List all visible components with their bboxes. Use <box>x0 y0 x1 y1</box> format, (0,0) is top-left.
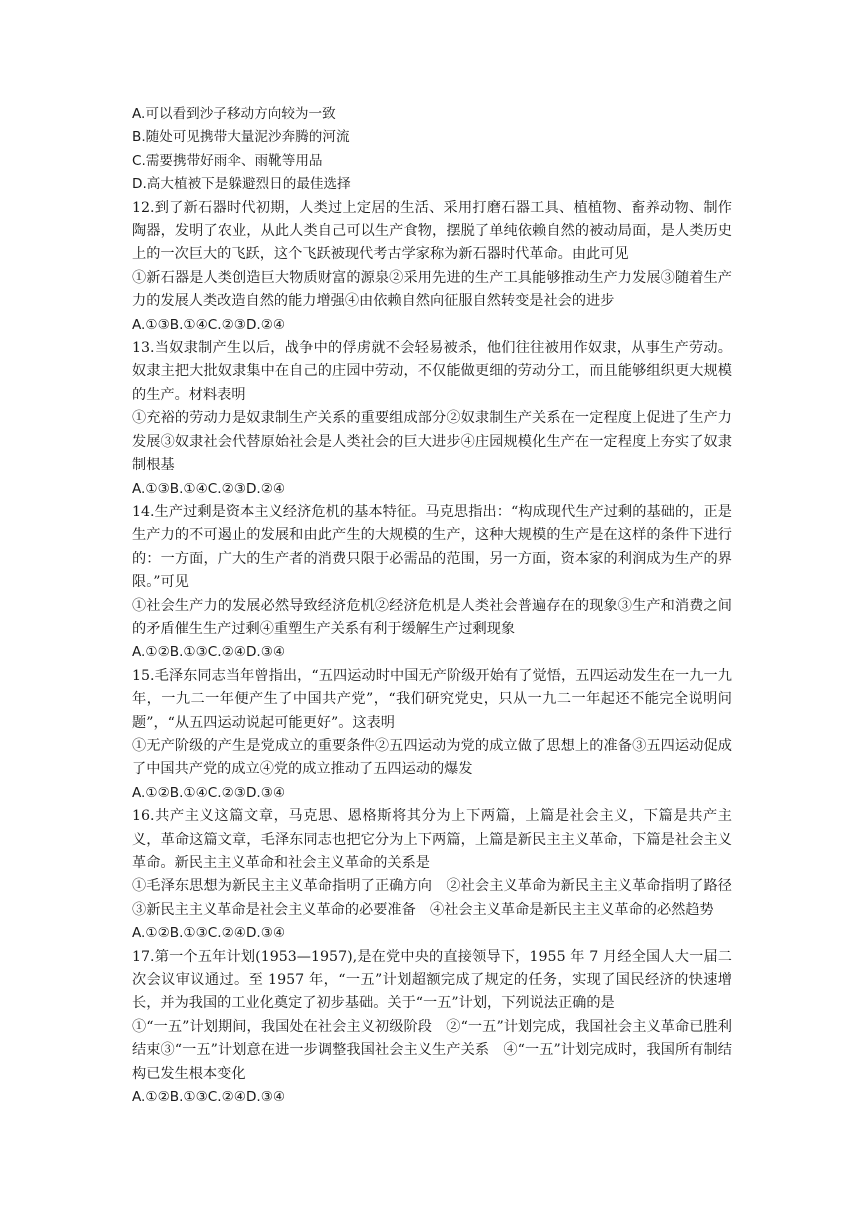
question-14 <box>132 501 732 665</box>
question-stem: 13.当奴隶制产生以后，战争中的俘虏就不会轻易被杀，他们往往被用作奴隶，从事生产劳动。奴隶主把大批奴隶集中在自己的庄园中劳动，不仅能做更细的劳动分工，而且能够组织更大规模的生产。材料表明 <box>132 340 732 403</box>
question-options: A.①③B.①④C.②③D.②④ <box>132 480 286 497</box>
exam-page <box>132 103 747 1109</box>
question-stem: 15.毛泽东同志当年曾指出，“五四运动时中国无产阶级开始有了觉悟，五四运动发生在一九一九年，一九二一年便产生了中国共产党”，“我们研究党史，只从一九二一年起还不能完全说明问题”，“从五四运动说起可能更好”。这表明 <box>132 667 732 731</box>
question-12 <box>132 197 732 337</box>
question-options: A.①③B.①④C.②③D.②④ <box>132 316 286 333</box>
option-c: C.需要携带好雨伞、雨靴等用品 <box>132 152 323 169</box>
question-stem: 12.到了新石器时代初期，人类过上定居的生活、采用打磨石器工具、植植物、畜养动物、制作陶器，发明了农业，从此人类自己可以生产食物，摆脱了单纯依赖自然的被动局面，是人类历史上的一次巨大的飞跃，这个飞跃被现代考古学家称为新石器时代革命。由此可见 <box>132 199 732 263</box>
option-d: D.高大植被下是躲避烈日的最佳选择 <box>132 176 351 193</box>
question-options: A.①②B.①③C.②④D.③④ <box>132 644 286 661</box>
question-stem: 17.第一个五年计划(1953—1957),是在党中央的直接领导下，1955 年 7 月经全国人大一届二次会议审议通过。至 1957 年，“一五”计划超额完成了规定的任务，实现了国民经济的快速增长，并为我国的工业化奠定了初步基础。关于“一五”计划，下列说法正确的是 <box>132 948 732 1012</box>
question-options: A.①②B.①③C.②④D.③④ <box>132 925 286 942</box>
question-statements: ①无产阶级的产生是党成立的重要条件②五四运动为党的成立做了思想上的准备③五四运动促成了中国共产党的成立④党的成立推动了五四运动的爆发 <box>132 737 732 778</box>
question-16 <box>132 805 747 945</box>
option-a: A.可以看到沙子移动方向较为一致 <box>132 106 336 122</box>
question-statements: ①社会生产力的发展必然导致经济危机②经济危机是人类社会普遍存在的现象③生产和消费之间的矛盾催生生产过剩④重塑生产关系有利于缓解生产过剩现象 <box>132 597 732 637</box>
question-options: A.①②B.①④C.②③D.③④ <box>132 784 286 801</box>
question-statements: ①“一五”计划期间，我国处在社会主义初级阶段 ②“一五”计划完成，我国社会主义革命已胜利结束③“一五”计划意在进一步调整我国社会主义生产关系 ④“一五”计划完成时，我国所有制结构已发生根本变化 <box>132 1018 732 1082</box>
option-b: B.随处可见携带大量泥沙奔腾的河流 <box>132 129 350 146</box>
question-17 <box>132 946 732 1110</box>
question-11-options <box>132 103 732 197</box>
question-options: A.①②B.①③C.②④D.③④ <box>132 1089 286 1106</box>
question-stem: 14.生产过剩是资本主义经济危机的基本特征。马克思指出：“构成现代生产过剩的基础的，正是生产力的不可遏止的发展和由此产生的大规模的生产，这种大规模的生产是在这样的条件下进行的：一方面，广大的生产者的消费只限于必需品的范围，另一方面，资本家的利润成为生产的界限。”可见 <box>132 503 732 591</box>
question-stem: 16.共产主义这篇文章，马克思、恩格斯将其分为上下两篇，上篇是社会主义，下篇是共产主义，革命这篇文章，毛泽东同志也把它分为上下两篇，上篇是新民主主义革命，下篇是社会主义革命。新民主主义革命和社会主义革命的关系是 <box>132 808 732 871</box>
question-15 <box>132 665 732 805</box>
question-13 <box>132 337 732 501</box>
question-statements: ①充裕的劳动力是奴隶制生产关系的重要组成部分②奴隶制生产关系在一定程度上促进了生产力发展③奴隶社会代替原始社会是人类社会的巨大进步④庄园规模化生产在一定程度上夯实了奴隶制根基 <box>132 410 732 474</box>
question-statements: ①毛泽东思想为新民主主义革命指明了正确方向 ②社会主义革命为新民主主义革命指明了路径 ③新民主主义革命是社会主义革命的必要准备 ④社会主义革命是新民主主义革命的必然趋势 <box>132 878 747 918</box>
question-statements: ①新石器是人类创造巨大物质财富的源泉②采用先进的生产工具能够推动生产力发展③随着生产力的发展人类改造自然的能力增强④由依赖自然向征服自然转变是社会的进步 <box>132 269 732 310</box>
